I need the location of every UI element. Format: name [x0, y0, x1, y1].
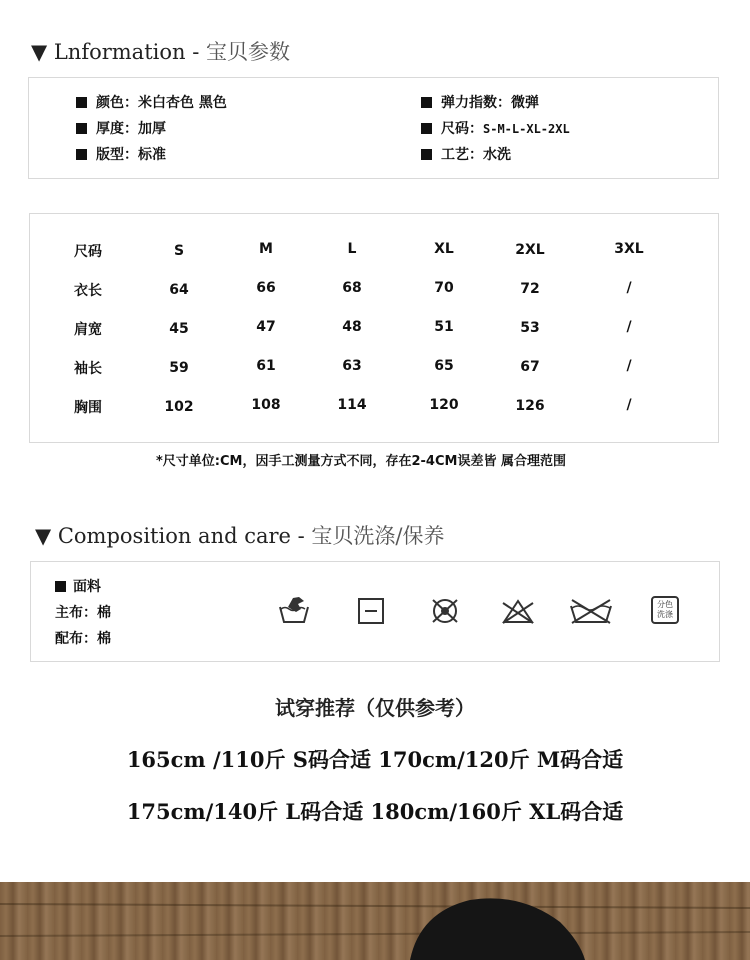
section-title-en: Lnformation	[53, 40, 186, 64]
attribute-label: 颜色：	[96, 95, 138, 111]
table-header: S	[173, 243, 185, 259]
table-row-label: 胸围	[74, 400, 102, 416]
product-photo	[0, 882, 750, 960]
bullet-square-icon	[421, 97, 432, 108]
section-title-cn: 宝贝洗涤/保养	[311, 524, 445, 548]
do-not-dry-clean-icon	[428, 597, 462, 625]
table-cell: 120	[429, 397, 459, 413]
table-cell: 70	[434, 280, 454, 296]
information-section-title	[31, 36, 290, 66]
fit-recommendation-line-2: 175cm/140斤 L码合适 180cm/160斤 XL码合适	[126, 799, 624, 824]
bullet-square-icon	[76, 123, 87, 134]
do-not-bleach-icon	[499, 597, 537, 625]
measurement-note: *尺寸单位:CM，因手工测量方式不同，存在2-4CM误差皆 属合理范围	[156, 454, 566, 469]
table-cell: 47	[256, 319, 276, 335]
table-cell: 51	[434, 319, 454, 335]
table-cell: /	[626, 319, 632, 335]
fabric-heading-label: 面料	[73, 579, 101, 595]
fabric-lining: 配布：棉	[55, 631, 111, 647]
wash-separately-text	[653, 598, 677, 620]
attribute-value: 米白杏色 黑色	[138, 95, 227, 111]
table-row-label: 衣长	[74, 283, 102, 299]
table-header: M	[259, 241, 273, 257]
care-section-title	[35, 520, 445, 550]
table-header: L	[347, 241, 357, 257]
attribute-value: 水洗	[483, 147, 511, 163]
tumble-dry-low-icon	[357, 597, 385, 625]
bullet-square-icon	[55, 581, 66, 592]
fabric-main: 主布：棉	[55, 605, 111, 621]
size-table-box	[29, 213, 719, 443]
table-cell: 114	[337, 397, 367, 413]
table-cell: 102	[164, 399, 194, 415]
attribute-fit	[76, 144, 166, 164]
table-header-size: 尺码	[74, 244, 102, 260]
table-row-label: 袖长	[74, 361, 102, 377]
fit-recommendation-line-1: 165cm /110斤 S码合适 170cm/120斤 M码合适	[126, 747, 624, 772]
attribute-value: 微弹	[511, 95, 539, 111]
table-cell: /	[626, 358, 632, 374]
table-cell: 68	[342, 280, 362, 296]
table-cell: /	[626, 397, 632, 413]
table-header: 2XL	[515, 242, 545, 258]
table-cell: 61	[256, 358, 276, 374]
attribute-color	[76, 92, 227, 112]
fabric-heading	[55, 576, 101, 596]
table-cell: 108	[251, 397, 281, 413]
attribute-label: 尺码：	[441, 121, 483, 137]
table-cell: 48	[342, 319, 362, 335]
attribute-value: S-M-L-XL-2XL	[483, 122, 570, 136]
attribute-label: 弹力指数：	[441, 95, 511, 111]
attribute-value: 加厚	[138, 121, 166, 137]
attribute-sizes	[421, 118, 570, 138]
table-cell: 65	[434, 358, 454, 374]
table-cell: /	[626, 280, 632, 296]
attribute-label: 版型：	[96, 147, 138, 163]
attribute-label: 工艺：	[441, 147, 483, 163]
hand-wash-icon	[277, 595, 311, 625]
table-cell: 53	[520, 320, 540, 336]
table-cell: 126	[515, 398, 545, 414]
table-cell: 72	[520, 281, 540, 297]
care-box	[30, 561, 720, 662]
attributes-box	[28, 77, 719, 179]
table-row-label: 肩宽	[74, 322, 102, 338]
wash-separately-line: 分色	[657, 600, 673, 609]
fit-recommendation-title: 试穿推荐（仅供参考）	[275, 696, 475, 720]
section-title-cn: 宝贝参数	[205, 40, 290, 64]
attribute-thickness	[76, 118, 166, 138]
bullet-square-icon	[421, 149, 432, 160]
attribute-process	[421, 144, 511, 164]
attribute-elasticity	[421, 92, 539, 112]
section-title-en: Composition and care	[57, 524, 291, 548]
table-cell: 64	[169, 282, 189, 298]
collapse-arrow-icon: ▼	[35, 524, 52, 548]
table-header: XL	[434, 241, 454, 257]
bullet-square-icon	[76, 149, 87, 160]
table-cell: 63	[342, 358, 362, 374]
table-cell: 59	[169, 360, 189, 376]
attribute-value: 标准	[138, 147, 166, 163]
do-not-iron-icon	[568, 597, 614, 625]
table-header: 3XL	[614, 241, 644, 257]
wash-separately-line: 洗涤	[657, 610, 673, 619]
wash-separately-icon	[651, 596, 679, 624]
table-cell: 66	[256, 280, 276, 296]
title-separator: -	[290, 524, 312, 548]
attribute-label: 厚度：	[96, 121, 138, 137]
table-cell: 67	[520, 359, 540, 375]
table-cell: 45	[169, 321, 189, 337]
title-separator: -	[185, 40, 206, 64]
bullet-square-icon	[421, 123, 432, 134]
collapse-arrow-icon: ▼	[31, 40, 48, 64]
bullet-square-icon	[76, 97, 87, 108]
